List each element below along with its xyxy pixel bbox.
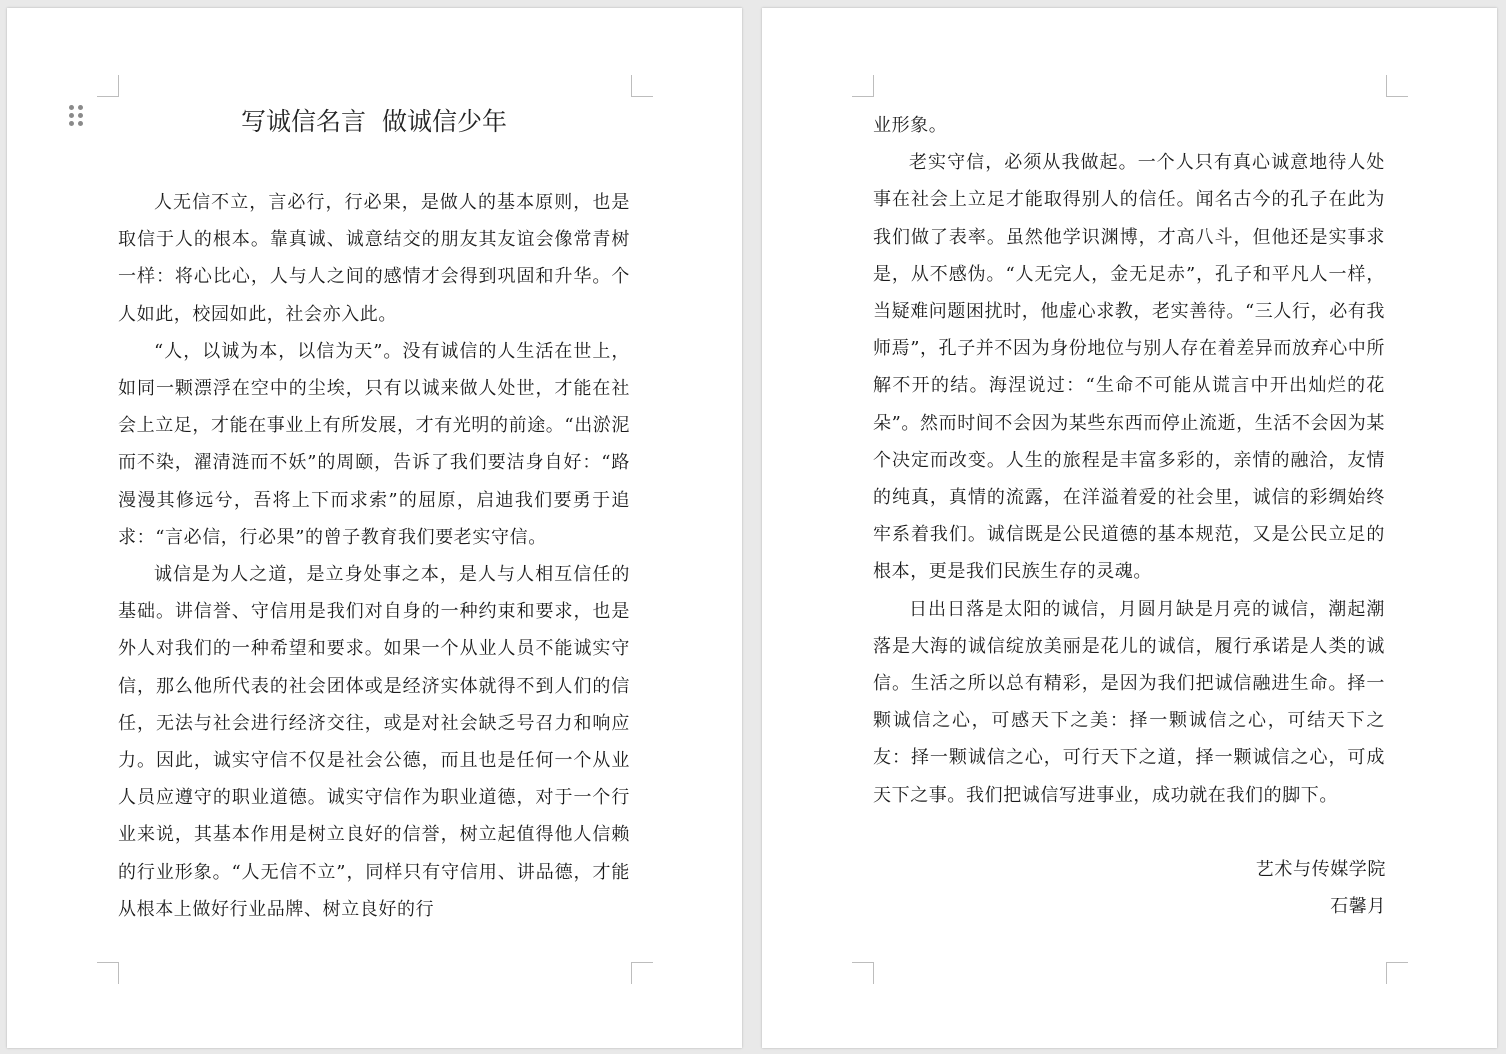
signature-organization: 艺术与传媒学院 — [1255, 859, 1386, 880]
margin-corner-mark — [852, 75, 874, 97]
margin-corner-mark — [1386, 75, 1408, 97]
document-body-page-1 — [118, 184, 630, 928]
margin-corner-mark — [1386, 962, 1408, 984]
document-page-1 — [7, 8, 742, 1048]
margin-corner-mark — [631, 962, 653, 984]
drag-handle-icon[interactable] — [69, 105, 83, 127]
paragraph: 老实守信，必须从我做起。一个人只有真心诚意地待人处事在社会上立足才能取得别人的信任。闻名古今的孔子在此为我们做了表率。虽然他学识渊博，才高八斗，但他还是实事求是，从不感伪。“人无完人，金无足赤”，孔子和平凡人一样，当疑难问题困扰时，他虚心求教，老实善待。“三人行，必有我师焉”，孔子并不因为身份地位与别人存在着差异而放弃心中所解不开的结。海涅说过：“生命不可能从谎言中开出灿烂的花朵”。然而时间不会因为某些东西而停止流逝，生活不会因为某个决定而改变。人生的旅程是丰富多彩的，亲情的融洽，友情的纯真，真情的流露，在洋溢着爱的社会里，诚信的彩绸始终牢系着我们。诚信既是公民道德的基本规范，又是公民立足的根本，更是我们民族生存的灵魂。 — [873, 152, 1385, 583]
margin-corner-mark — [97, 962, 119, 984]
document-body-page-2 — [873, 107, 1385, 814]
signature-author: 石馨月 — [1330, 896, 1386, 917]
paragraph-continuation: 业形象。 — [873, 115, 948, 136]
paragraph: 诚信是为人之道，是立身处事之本，是人与人相互信任的基础。讲信誉、守信用是我们对自身的一种约束和要求，也是外人对我们的一种希望和要求。如果一个从业人员不能诚实守信，那么他所代表的社会团体或是经济实体就得不到人们的信任，无法与社会进行经济交往，或是对社会缺乏号召力和响应力。因此，诚实守信不仅是社会公德，而且也是任何一个从业人员应遵守的职业道德。诚实守信作为职业道德，对于一个行业来说，其基本作用是树立良好的信誉，树立起值得他人信赖的行业形象。“人无信不立”，同样只有守信用、讲品德，才能从根本上做好行业品牌、树立良好的行 — [118, 564, 630, 920]
margin-corner-mark — [631, 75, 653, 97]
paragraph: 日出日落是太阳的诚信，月圆月缺是月亮的诚信，潮起潮落是大海的诚信绽放美丽是花儿的诚信，履行承诺是人类的诚信。生活之所以总有精彩，是因为我们把诚信融进生命。择一颗诚信之心，可感天下之美：择一颗诚信之心，可结天下之友：择一颗诚信之心，可行天下之道，择一颗诚信之心，可成天下之事。我们把诚信写进事业，成功就在我们的脚下。 — [873, 598, 1385, 806]
paragraph: “人，以诚为本，以信为天”。没有诚信的人生活在世上，如同一颗漂浮在空中的尘埃，只有以诚来做人处世，才能在社会上立足，才能在事业上有所发展，才有光明的前途。“出淤泥而不染，濯清涟而不妖”的周颐，告诉了我们要洁身自好：“路漫漫其修远兮，吾将上下而求索”的屈原，启迪我们要勇于追求：“言必信，行必果”的曾子教育我们要老实守信。 — [118, 340, 630, 548]
margin-corner-mark — [97, 75, 119, 97]
document-title: 写诚信名言 做诚信少年 — [241, 107, 507, 136]
paragraph: 人无信不立，言必行，行必果，是做人的基本原则，也是取信于人的根本。靠真诚、诚意结交的朋友其友谊会像常青树一样：将心比心，人与人之间的感情才会得到巩固和升华。个人如此，校园如此，社会亦入此。 — [118, 192, 630, 325]
margin-corner-mark — [852, 962, 874, 984]
document-page-2 — [762, 8, 1497, 1048]
